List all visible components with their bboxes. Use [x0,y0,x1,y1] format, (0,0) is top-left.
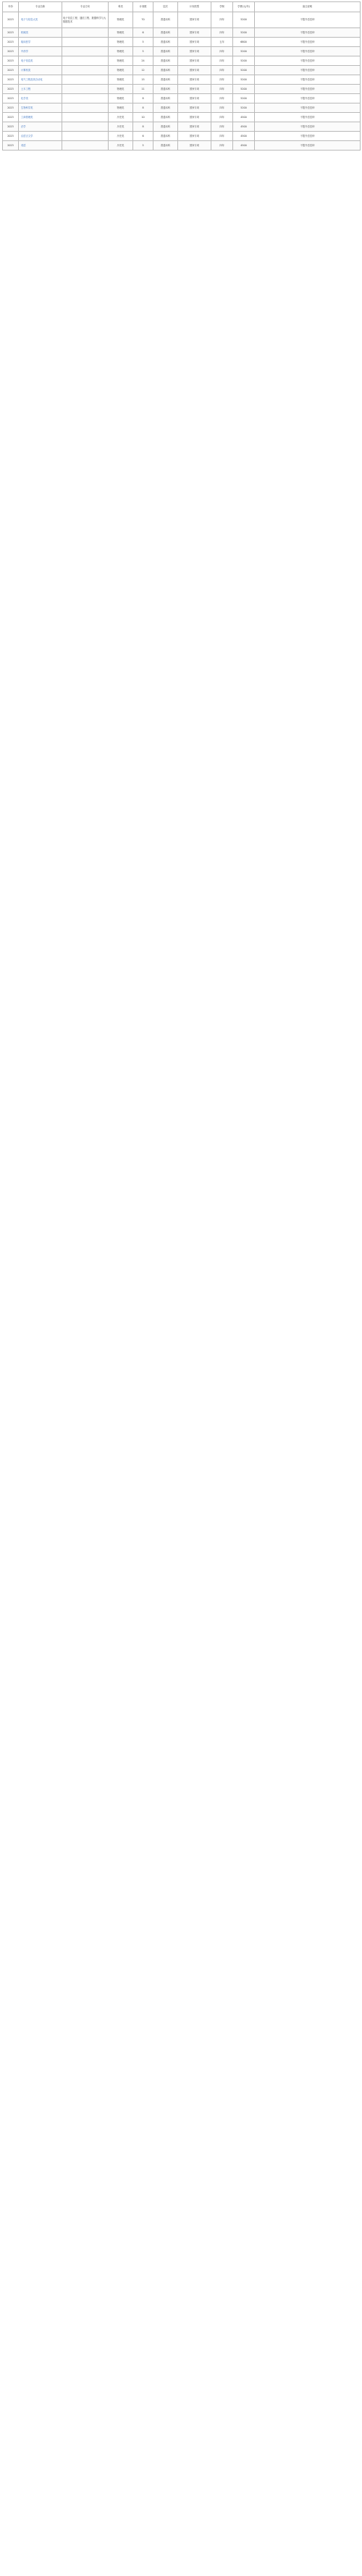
table-row [3,56,361,66]
cell-category: 历史类 [109,122,133,132]
cell-category: 物理类 [109,94,133,103]
cell-year: 2023 [3,85,19,94]
cell-duration: 四年 [211,94,233,103]
cell-tuition: 4500 [233,141,255,151]
cell-major-link[interactable]: 汉语言文学 [19,132,62,141]
table-row [3,85,361,94]
cell-remarks: 不限外语语种 [255,12,361,28]
cell-direction [62,113,109,122]
cell-plan-type: 国家专项 [178,47,211,56]
cell-tuition: 5200 [233,75,255,85]
cell-major-link[interactable]: 中药学 [19,47,62,56]
cell-direction [62,38,109,47]
column-header: 计划数 [133,2,153,12]
cell-direction [62,28,109,38]
cell-category: 物理类 [109,12,133,28]
cell-tuition: 4500 [233,132,255,141]
cell-plan-count: 24 [133,56,153,66]
cell-major-link[interactable]: 法学 [19,122,62,132]
table-row [3,66,361,75]
cell-tuition: 5200 [233,28,255,38]
cell-direction [62,66,109,75]
cell-major-link[interactable]: 电子信息类 [19,56,62,66]
cell-remarks: 不限外语语种 [255,132,361,141]
table-row [3,94,361,103]
cell-tuition: 5200 [233,47,255,56]
cell-duration: 四年 [211,28,233,38]
cell-major-link[interactable]: 英语 [19,141,62,151]
cell-year: 2023 [3,28,19,38]
cell-plan-count: 5 [133,38,153,47]
cell-direction [62,122,109,132]
cell-plan-type: 国家专项 [178,141,211,151]
cell-year: 2023 [3,75,19,85]
cell-major-link[interactable]: 化学类 [19,94,62,103]
cell-direction [62,103,109,113]
cell-remarks: 不限外语语种 [255,103,361,113]
cell-tuition: 5200 [233,56,255,66]
cell-remarks: 不限外语语种 [255,28,361,38]
cell-remarks: 不限外语语种 [255,141,361,151]
cell-plan-type: 国家专项 [178,122,211,132]
cell-year: 2023 [3,38,19,47]
cell-plan-count: 12 [133,66,153,75]
cell-direction [62,56,109,66]
cell-major-link[interactable]: 土木工程 [19,85,62,94]
cell-level: 普通本科 [153,94,178,103]
cell-tuition: 6800 [233,38,255,47]
cell-remarks: 不限外语语种 [255,47,361,56]
cell-remarks: 不限外语语种 [255,56,361,66]
cell-direction [62,141,109,151]
cell-plan-type: 国家专项 [178,132,211,141]
cell-level: 普通本科 [153,75,178,85]
column-header: 层次 [153,2,178,12]
table-row [3,28,361,38]
cell-plan-type: 国家专项 [178,94,211,103]
cell-duration: 四年 [211,141,233,151]
cell-major-link[interactable]: 工商管理类 [19,113,62,122]
cell-level: 普通本科 [153,47,178,56]
cell-plan-type: 国家专项 [178,38,211,47]
column-header: 科类 [109,2,133,12]
cell-level: 普通本科 [153,113,178,122]
cell-duration: 四年 [211,113,233,122]
cell-plan-type: 国家专项 [178,75,211,85]
cell-direction [62,132,109,141]
cell-year: 2023 [3,12,19,28]
cell-direction [62,75,109,85]
cell-year: 2023 [3,94,19,103]
cell-remarks: 不限外语语种 [255,94,361,103]
cell-category: 物理类 [109,47,133,56]
table-row [3,38,361,47]
cell-level: 普通本科 [153,122,178,132]
table-row [3,12,361,28]
cell-duration: 四年 [211,47,233,56]
cell-duration: 四年 [211,75,233,85]
cell-major-link[interactable]: 机械类 [19,28,62,38]
cell-level: 普通本科 [153,28,178,38]
cell-plan-count: 11 [133,85,153,94]
cell-level: 普通本科 [153,56,178,66]
cell-category: 历史类 [109,132,133,141]
cell-plan-count: 5 [133,47,153,56]
table-header-row [3,2,361,12]
cell-tuition: 5200 [233,103,255,113]
cell-plan-type: 国家专项 [178,85,211,94]
cell-level: 普通本科 [153,66,178,75]
cell-plan-count: 8 [133,103,153,113]
cell-category: 历史类 [109,141,133,151]
cell-major-link[interactable]: 生物科学类 [19,103,62,113]
cell-remarks: 不限外语语种 [255,38,361,47]
cell-major-link[interactable]: 电气工程及其自动化 [19,75,62,85]
table-row [3,141,361,151]
cell-plan-type: 国家专项 [178,12,211,28]
cell-major-link[interactable]: 临床医学 [19,38,62,47]
cell-year: 2023 [3,56,19,66]
cell-duration: 四年 [211,12,233,28]
table-row [3,122,361,132]
cell-category: 物理类 [109,85,133,94]
cell-plan-count: 5 [133,141,153,151]
cell-category: 物理类 [109,66,133,75]
cell-category: 物理类 [109,103,133,113]
cell-year: 2023 [3,103,19,113]
cell-plan-count: 8 [133,94,153,103]
cell-major-link[interactable]: 电子与信息大类 [19,12,62,28]
cell-duration: 五年 [211,38,233,47]
cell-direction [62,94,109,103]
cell-plan-type: 国家专项 [178,113,211,122]
column-header: 年份 [3,2,19,12]
admission-plan-table [2,1,361,151]
cell-level: 普通本科 [153,12,178,28]
cell-tuition: 4500 [233,122,255,132]
cell-year: 2023 [3,47,19,56]
cell-category: 物理类 [109,75,133,85]
cell-remarks: 不限外语语种 [255,113,361,122]
cell-plan-type: 国家专项 [178,66,211,75]
column-header: 专业方向 [62,2,109,12]
cell-duration: 四年 [211,103,233,113]
cell-tuition: 5200 [233,12,255,28]
cell-plan-count: 8 [133,122,153,132]
cell-remarks: 不限外语语种 [255,66,361,75]
column-header: 学费(元/年) [233,2,255,12]
cell-plan-count: 6 [133,132,153,141]
cell-level: 普通本科 [153,132,178,141]
cell-tuition: 5200 [233,66,255,75]
cell-duration: 四年 [211,132,233,141]
cell-year: 2023 [3,141,19,151]
table-body [3,12,361,151]
cell-remarks: 不限外语语种 [255,75,361,85]
table-row [3,103,361,113]
column-header: 学制 [211,2,233,12]
cell-category: 物理类 [109,38,133,47]
cell-category: 物理类 [109,56,133,66]
cell-year: 2023 [3,122,19,132]
cell-plan-count: 6 [133,28,153,38]
table-row [3,75,361,85]
cell-direction: 电子信息工程、通信工程、数据科学与大数据技术 [62,12,109,28]
cell-major-link[interactable]: 计算机类 [19,66,62,75]
table-row [3,47,361,56]
cell-duration: 四年 [211,122,233,132]
table-row [3,113,361,122]
cell-level: 普通本科 [153,85,178,94]
cell-plan-type: 国家专项 [178,103,211,113]
cell-level: 普通本科 [153,103,178,113]
cell-plan-type: 国家专项 [178,28,211,38]
column-header: 专业名称 [19,2,62,12]
cell-plan-type: 国家专项 [178,56,211,66]
cell-year: 2023 [3,113,19,122]
cell-duration: 四年 [211,66,233,75]
column-header: 计划类型 [178,2,211,12]
cell-remarks: 不限外语语种 [255,122,361,132]
cell-duration: 四年 [211,56,233,66]
cell-category: 物理类 [109,28,133,38]
cell-tuition: 4500 [233,113,255,122]
cell-tuition: 5200 [233,85,255,94]
cell-category: 历史类 [109,113,133,122]
cell-tuition: 5200 [233,94,255,103]
cell-direction [62,47,109,56]
cell-year: 2023 [3,66,19,75]
column-header: 备注说明 [255,2,361,12]
cell-remarks: 不限外语语种 [255,85,361,94]
cell-plan-count: 70 [133,12,153,28]
cell-direction [62,85,109,94]
table-row [3,132,361,141]
cell-year: 2023 [3,132,19,141]
cell-duration: 四年 [211,85,233,94]
cell-level: 普通本科 [153,141,178,151]
cell-level: 普通本科 [153,38,178,47]
cell-plan-count: 15 [133,75,153,85]
cell-plan-count: 10 [133,113,153,122]
